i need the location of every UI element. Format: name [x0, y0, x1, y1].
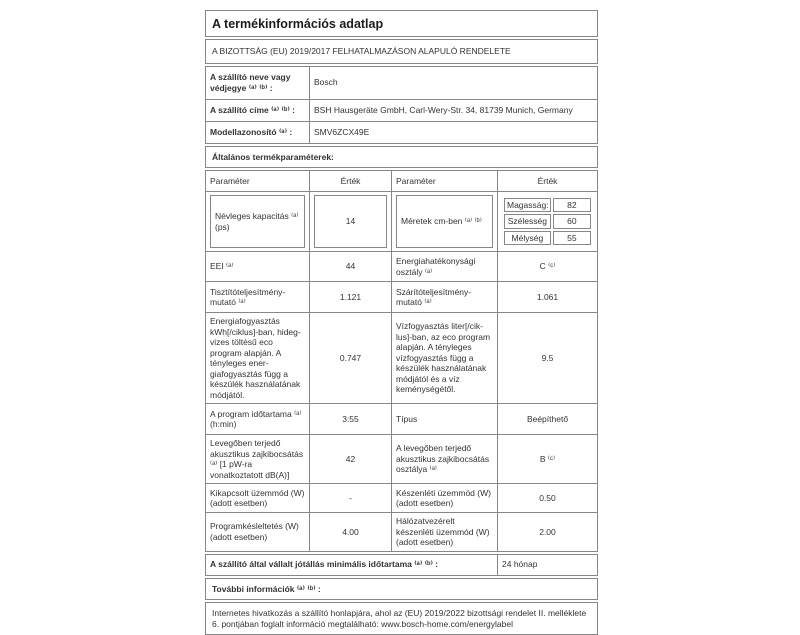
- networked-standby-label: Hálózatvezérelt készenléti üzemmód (W) (adott esetben): [392, 513, 498, 552]
- energy-consumption-value: 0.747: [310, 313, 392, 404]
- table-header-row: [206, 171, 598, 192]
- table-row: [206, 435, 598, 484]
- drying-performance-label: Szárítóteljesítmény-mutató ⁽ᵃ⁾: [392, 282, 498, 313]
- col-header-value-right: Érték: [498, 171, 598, 192]
- supplier-name-value: Bosch: [310, 66, 598, 99]
- table-row: [504, 198, 591, 213]
- dimension-depth-value: 55: [553, 231, 591, 246]
- supplier-name-label: A szállító neve vagy védjegye ⁽ᵃ⁾ ⁽ᵇ⁾ :: [206, 66, 310, 99]
- table-row: [206, 484, 598, 513]
- dimension-depth-label: Mélység: [504, 231, 551, 246]
- noise-class-value: B ⁽ᶜ⁾: [498, 435, 598, 484]
- table-row: [206, 252, 598, 282]
- eei-value: 44: [310, 252, 392, 282]
- energy-efficiency-class-value: C ⁽ᶜ⁾: [498, 252, 598, 282]
- off-mode-label: Kikapcsolt üzemmód (W) (adott esetben): [206, 484, 310, 513]
- networked-standby-value: 2.00: [498, 513, 598, 552]
- table-row: [206, 282, 598, 313]
- model-identifier-value: SMV6ZCX49E: [310, 121, 598, 143]
- footer-note: Internetes hivatkozás a szállító honlapjára, ahol az (EU) 2019/2022 bizottsági rendelet II. melléklete 6. pontjában foglalt információ megtalálható: www.bosch-home.com/energylabel: [205, 602, 598, 635]
- warranty-table: [205, 554, 598, 576]
- rated-capacity-label: Névleges kapacitás ⁽ᵃ⁾ (ps): [210, 195, 305, 248]
- table-row: [206, 313, 598, 404]
- warranty-label: A szállító által vállalt jótállás minimális időtartama ⁽ᵃ⁾ ⁽ᵇ⁾ :: [206, 554, 498, 575]
- regulation-subtitle: A BIZOTTSÁG (EU) 2019/2017 FELHATALMAZÁSON ALAPULÓ RENDELETE: [205, 39, 598, 64]
- program-duration-label: A program időtartama ⁽ᵃ⁾ (h:min): [206, 404, 310, 435]
- additional-info-header: További információk ⁽ᵃ⁾ ⁽ᵇ⁾ :: [205, 578, 598, 601]
- page-title: A termékinformációs adatlap: [205, 10, 598, 37]
- product-datasheet: [205, 10, 598, 635]
- type-label: Típus: [392, 404, 498, 435]
- table-row: [206, 192, 598, 252]
- supplier-info-table: [205, 66, 598, 144]
- off-mode-value: -: [310, 484, 392, 513]
- energy-consumption-label: Energiafogyasztás kWh[/ciklus]-ban, hidegvizes töltésű eco program alapján. A tényleges energiafogyasztás függ a készülék használatának módjától.: [206, 313, 310, 404]
- table-row: [206, 66, 598, 99]
- cleaning-performance-value: 1.121: [310, 282, 392, 313]
- dimension-width-label: Szélesség: [504, 214, 551, 229]
- delay-start-label: Programkésleltetés (W) (adott esetben): [206, 513, 310, 552]
- table-row: [504, 214, 591, 229]
- standby-mode-value: 0.50: [498, 484, 598, 513]
- table-row: [206, 121, 598, 143]
- standby-mode-label: Készenléti üzemmód (W) (adott esetben): [392, 484, 498, 513]
- noise-class-label: A levegőben terjedő akusztikus zajkibocsátás osztálya ⁽ᵃ⁾: [392, 435, 498, 484]
- dimension-height-value: 82: [553, 198, 591, 213]
- supplier-address-label: A szállító címe ⁽ᵃ⁾ ⁽ᵇ⁾ :: [206, 99, 310, 121]
- col-header-parameter-right: Paraméter: [392, 171, 498, 192]
- energy-efficiency-class-label: Energiahatékonysági osztály ⁽ᵃ⁾: [392, 252, 498, 282]
- drying-performance-value: 1.061: [498, 282, 598, 313]
- col-header-parameter-left: Paraméter: [206, 171, 310, 192]
- airborne-noise-value: 42: [310, 435, 392, 484]
- supplier-address-value: BSH Hausgeräte GmbH, Carl-Wery-Str. 34, 81739 Munich, Germany: [310, 99, 598, 121]
- rated-capacity-value: 14: [314, 195, 387, 248]
- dimension-height-label: Magasság:: [504, 198, 551, 213]
- warranty-value: 24 hónap: [498, 554, 598, 575]
- table-row: [206, 554, 598, 575]
- dimensions-table: [502, 196, 593, 248]
- col-header-value-left: Érték: [310, 171, 392, 192]
- water-consumption-value: 9.5: [498, 313, 598, 404]
- table-row: [206, 99, 598, 121]
- parameters-table: [205, 170, 598, 552]
- table-row: [206, 404, 598, 435]
- dimension-width-value: 60: [553, 214, 591, 229]
- delay-start-value: 4.00: [310, 513, 392, 552]
- table-row: [206, 513, 598, 552]
- airborne-noise-label: Levegőben terjedő akusztikus zajkibocsátás ⁽ᵃ⁾ [1 pW-ra vonatkoztatott dB(A)]: [206, 435, 310, 484]
- model-identifier-label: Modellazonosító ⁽ᵃ⁾ :: [206, 121, 310, 143]
- cleaning-performance-label: Tisztítóteljesítmény-mutató ⁽ᵃ⁾: [206, 282, 310, 313]
- type-value: Beépíthető: [498, 404, 598, 435]
- program-duration-value: 3:55: [310, 404, 392, 435]
- water-consumption-label: Vízfogyasztás liter[/ciklus]-ban, az eco program alapján. A tényleges vízfogyasztás függ a készülék használatának módjától és a víz keménységétől.: [392, 313, 498, 404]
- dimensions-label: Méretek cm-ben ⁽ᵃ⁾ ⁽ᵇ⁾: [396, 195, 493, 248]
- table-row: [504, 231, 591, 246]
- general-parameters-header: Általános termékparaméterek:: [205, 146, 598, 169]
- eei-label: EEI ⁽ᵃ⁾: [206, 252, 310, 282]
